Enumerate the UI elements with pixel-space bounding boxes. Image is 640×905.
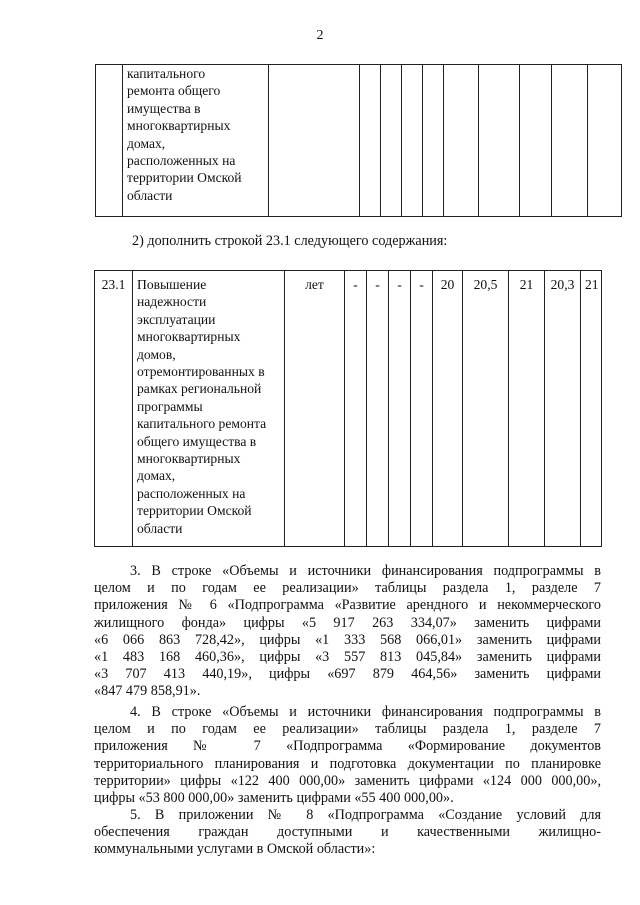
cell-value: 21 [509,271,545,547]
cell-value [479,65,520,217]
cell-value [520,65,552,217]
table-new-row [94,270,602,547]
sub-heading: 2) дополнить строкой 23.1 следующего содержания: [132,233,448,249]
cell-value: - [411,271,433,547]
cell-value [402,65,423,217]
paragraph-4: 4. В строке «Объемы и источники финансирования подпрограммы в целом и по годам ее реализации» таблицы раздела 1, разделе 7 приложения № 7 «Подпрограмма «Формирование документов территориального планирования и подготовка документации по планировке территории» цифры «122 400 000,00» заменить цифрами «124 000 000,00», цифры «53 800 000,00» заменить цифрами «55 400 000,00». [94,704,601,807]
cell-value [423,65,444,217]
cell-value [552,65,588,217]
cell-value: - [345,271,367,547]
cell-value: 20 [433,271,463,547]
cell-num: 23.1 [95,271,133,547]
cell-description: капитального ремонта общего имущества в многоквартирных домах, расположенных на территории Омской области [123,65,269,217]
page-number: 2 [316,28,324,43]
cell-value: 20,3 [545,271,581,547]
cell-value [381,65,402,217]
cell-value: 21 [581,271,602,547]
cell-value [588,65,622,217]
cell-value: - [367,271,389,547]
cell-description: Повышение надежности эксплуатации многоквартирных домов, отремонтированных в рамках региональной программы капитального ремонта общего имущества в многоквартирных домах, расположенных на территории Омской области [133,271,285,547]
cell-num [96,65,123,217]
paragraph-3: 3. В строке «Объемы и источники финансирования подпрограммы в целом и по годам ее реализации» таблицы раздела 1, разделе 7 приложения № 6 «Подпрограмма «Развитие арендного и некоммерческого жилищного фонда» цифры «5 917 263 334,07» заменить цифрами «6 066 863 728,42», цифры «1 333 568 066,01» заменить цифрами «1 483 168 460,36», цифры «3 557 813 045,84» заменить цифрами «3 707 413 440,19», цифры «697 879 464,56» заменить цифрами «847 479 858,91». [94,563,601,700]
cell-value [360,65,381,217]
table-row [95,271,602,547]
cell-value: 20,5 [463,271,509,547]
paragraph-5: 5. В приложении № 8 «Подпрограмма «Создание условий для обеспечения граждан доступными и качественными жилищно- коммунальными услугами в Омской области»: [94,807,601,858]
cell-value [444,65,479,217]
cell-value: - [389,271,411,547]
cell-unit [269,65,360,217]
cell-unit: лет [285,271,345,547]
table-continuation [95,64,622,217]
table-row [96,65,622,217]
